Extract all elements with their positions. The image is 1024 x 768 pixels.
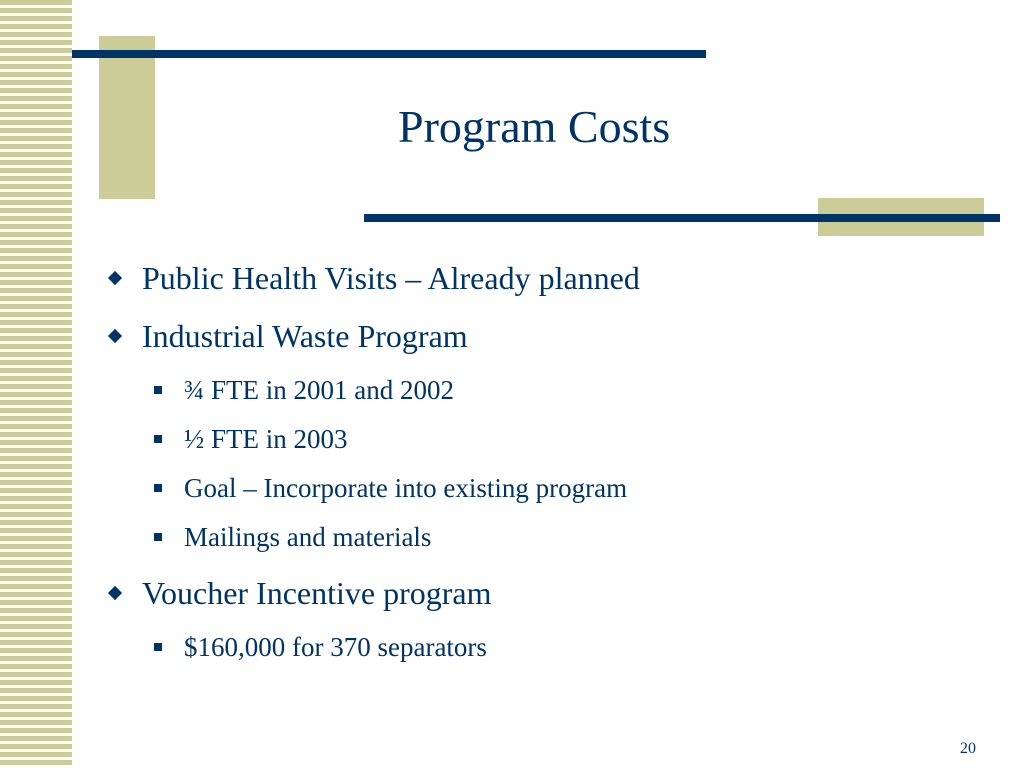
diamond-bullet-icon: [108, 329, 122, 343]
sub-bullet-item: [154, 472, 986, 504]
sub-bullet-item: [154, 521, 986, 553]
diamond-bullet-icon: [108, 271, 122, 285]
decorative-stripe-band: [0, 0, 72, 768]
diamond-bullet-icon: [108, 586, 122, 600]
sub-bullet-text: Mailings and materials: [184, 521, 432, 552]
square-bullet-icon: [154, 643, 162, 651]
sub-bullet-item: [154, 423, 986, 455]
sub-bullet-text: $160,000 for 370 separators: [184, 631, 487, 662]
bullet-item: [106, 258, 986, 298]
decorative-rule-top: [72, 50, 706, 58]
square-bullet-icon: [154, 484, 162, 492]
sub-bullet-item: [154, 374, 986, 406]
sub-bullet-text: ¾ FTE in 2001 and 2002: [184, 374, 454, 405]
sub-bullet-text: Goal – Incorporate into existing program: [184, 472, 628, 503]
slide-title: Program Costs: [398, 101, 671, 152]
bullet-text: Industrial Waste Program: [142, 317, 468, 354]
square-bullet-icon: [154, 435, 162, 443]
decorative-accent-block-top: [99, 36, 155, 199]
page-number: 20: [960, 740, 976, 757]
sub-bullet-item: [154, 631, 986, 663]
decorative-rule-bottom: [364, 214, 1000, 222]
bullet-text: Voucher Incentive program: [142, 574, 492, 611]
sub-bullet-text: ½ FTE in 2003: [184, 423, 348, 454]
square-bullet-icon: [154, 533, 162, 541]
bullet-text: Public Health Visits – Already planned: [142, 259, 640, 296]
bullet-item: [106, 573, 986, 613]
bullet-item: [106, 316, 986, 356]
bullet-list: [106, 258, 986, 680]
square-bullet-icon: [154, 386, 162, 394]
